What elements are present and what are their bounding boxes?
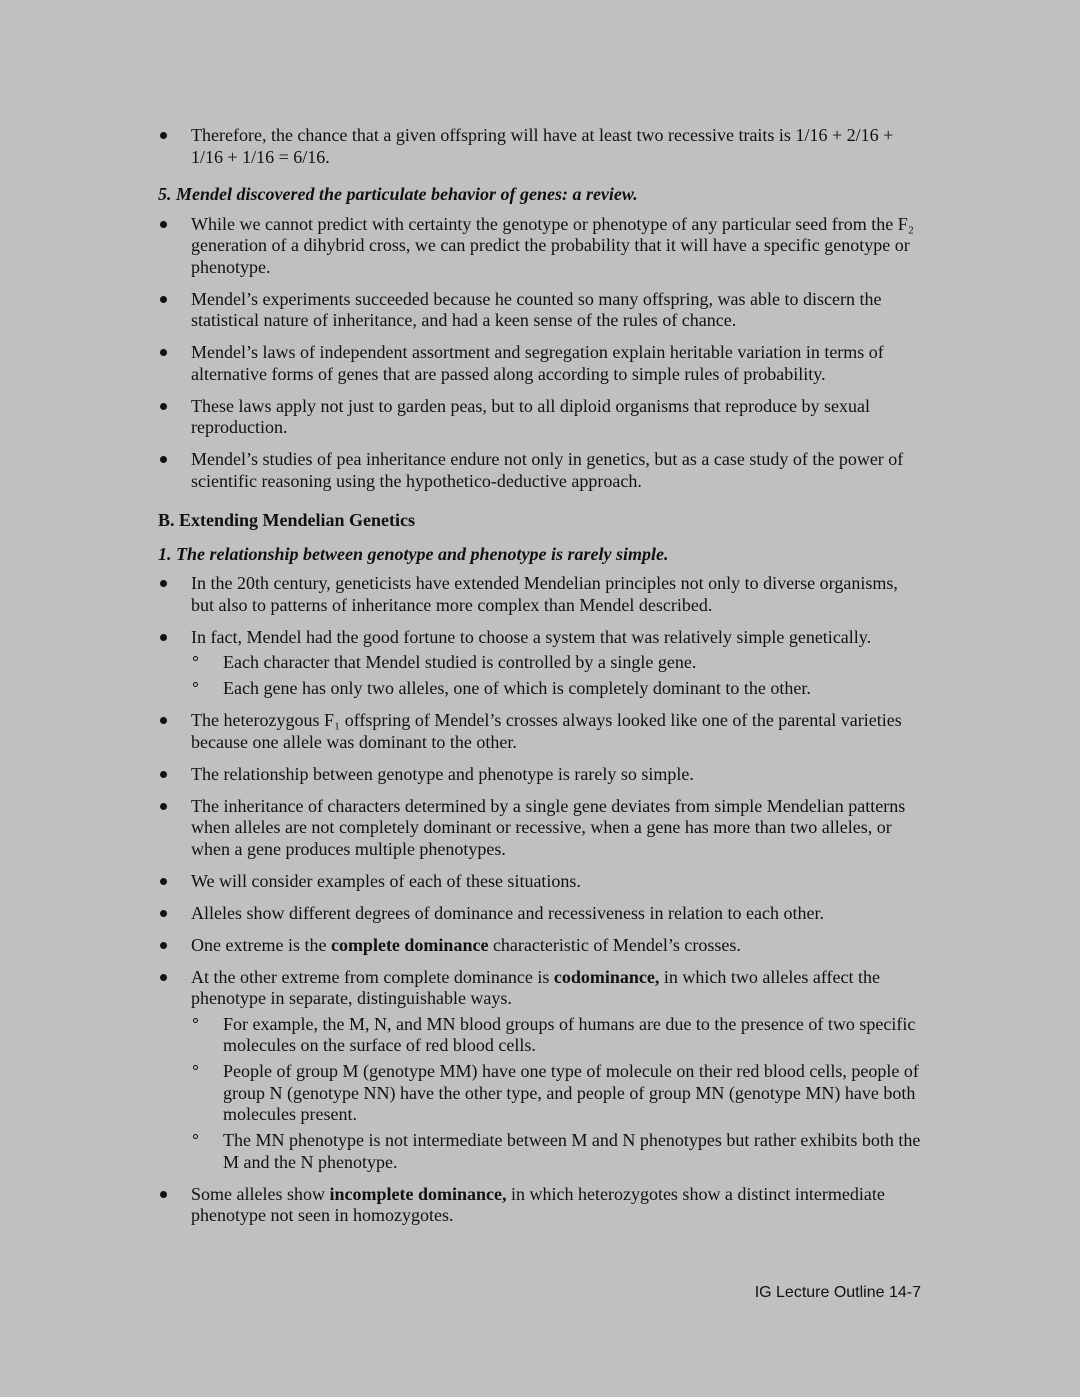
section-b-bullet-list (158, 573, 923, 1227)
bullet-item (158, 1184, 923, 1227)
sub-bullet-item: The MN phenotype is not intermediate between M and N phenotypes but rather exhibits both the M and the N phenotype. (191, 1130, 923, 1173)
intro-bullet-list (158, 125, 923, 168)
section-5-bullet-list (158, 214, 923, 493)
sub-bullet-item: Each gene has only two alleles, one of which is completely dominant to the other. (191, 678, 923, 700)
bullet-text: In fact, Mendel had the good fortune to choose a system that was relatively simple genetically. (191, 626, 872, 647)
section-b-heading: B. Extending Mendelian Genetics (158, 510, 416, 530)
bold-term-codominance: codominance, (553, 966, 660, 987)
sub-bullet-item: For example, the M, N, and MN blood groups of humans are due to the presence of two specific molecules on the surface of red blood cells. (191, 1014, 923, 1057)
bullet-item: Mendel’s laws of independent assortment and segregation explain heritable variation in terms of alternative forms of genes that are passed along according to simple rules of probability. (158, 342, 923, 385)
bullet-item: Therefore, the chance that a given offspring will have at least two recessive traits is 1/16 + 2/16 + 1/16 + 1/16 = 6/16. (158, 125, 923, 168)
sub-bullet-list (191, 652, 923, 700)
bullet-item (158, 935, 923, 957)
bullet-item (158, 967, 923, 1174)
bold-term-incomplete-dominance: incomplete dominance, (329, 1183, 507, 1204)
section-5-heading: 5. Mendel discovered the particulate behavior of genes: a review. (158, 184, 638, 204)
bullet-item: The heterozygous F₁ offspring of Mendel’s crosses always looked like one of the parental varieties because one allele was dominant to the other. (158, 710, 923, 753)
bullet-item: The inheritance of characters determined by a single gene deviates from simple Mendelian patterns when alleles are not completely dominant or recessive, when a gene has more than two alleles, or when a gene produces multiple phenotypes. (158, 796, 923, 861)
bullet-text: One extreme is the (191, 934, 331, 955)
bullet-text: in which heterozygotes show a distinct intermediate phenotype not seen in homozygotes. (191, 1183, 885, 1225)
bullet-item: The relationship between genotype and phenotype is rarely so simple. (158, 764, 923, 786)
bullet-item: Alleles show different degrees of dominance and recessiveness in relation to each other. (158, 903, 923, 925)
bullet-item: While we cannot predict with certainty the genotype or phenotype of any particular seed from the F₂ generation of a dihybrid cross, we can predict the probability that it will have a specific genotype or phenotype. (158, 214, 923, 279)
bullet-item: Mendel’s experiments succeeded because he counted so many offspring, was able to discern the statistical nature of inheritance, and had a keen sense of the rules of chance. (158, 289, 923, 332)
bold-term-complete-dominance: complete dominance (330, 934, 489, 955)
bullet-text: Some alleles show (191, 1183, 330, 1204)
sub-bullet-item: Each character that Mendel studied is controlled by a single gene. (191, 652, 923, 674)
page-footer: IG Lecture Outline 14-7 (754, 1284, 921, 1301)
bullet-item: We will consider examples of each of these situations. (158, 871, 923, 893)
bullet-item (158, 627, 923, 700)
bullet-item: In the 20th century, geneticists have extended Mendelian principles not only to diverse organisms, but also to patterns of inheritance more complex than Mendel described. (158, 573, 923, 616)
sub-bullet-list (191, 1014, 923, 1174)
bullet-item: Mendel’s studies of pea inheritance endure not only in genetics, but as a case study of the power of scientific reasoning using the hypothetico-deductive approach. (158, 449, 923, 492)
bullet-text: characteristic of Mendel’s crosses. (488, 934, 741, 955)
bullet-text: in which two alleles affect the phenotype in separate, distinguishable ways. (191, 966, 880, 1008)
bullet-text: At the other extreme from complete dominance is (191, 966, 554, 987)
sub-bullet-item: People of group M (genotype MM) have one type of molecule on their red blood cells, people of group N (genotype NN) have the other type, and people of group MN (genotype MN) have both molecules present. (191, 1061, 923, 1126)
bullet-item: These laws apply not just to garden peas, but to all diploid organisms that reproduce by sexual reproduction. (158, 396, 923, 439)
page-content (158, 125, 923, 1237)
section-b1-heading: 1. The relationship between genotype and phenotype is rarely simple. (158, 543, 669, 564)
